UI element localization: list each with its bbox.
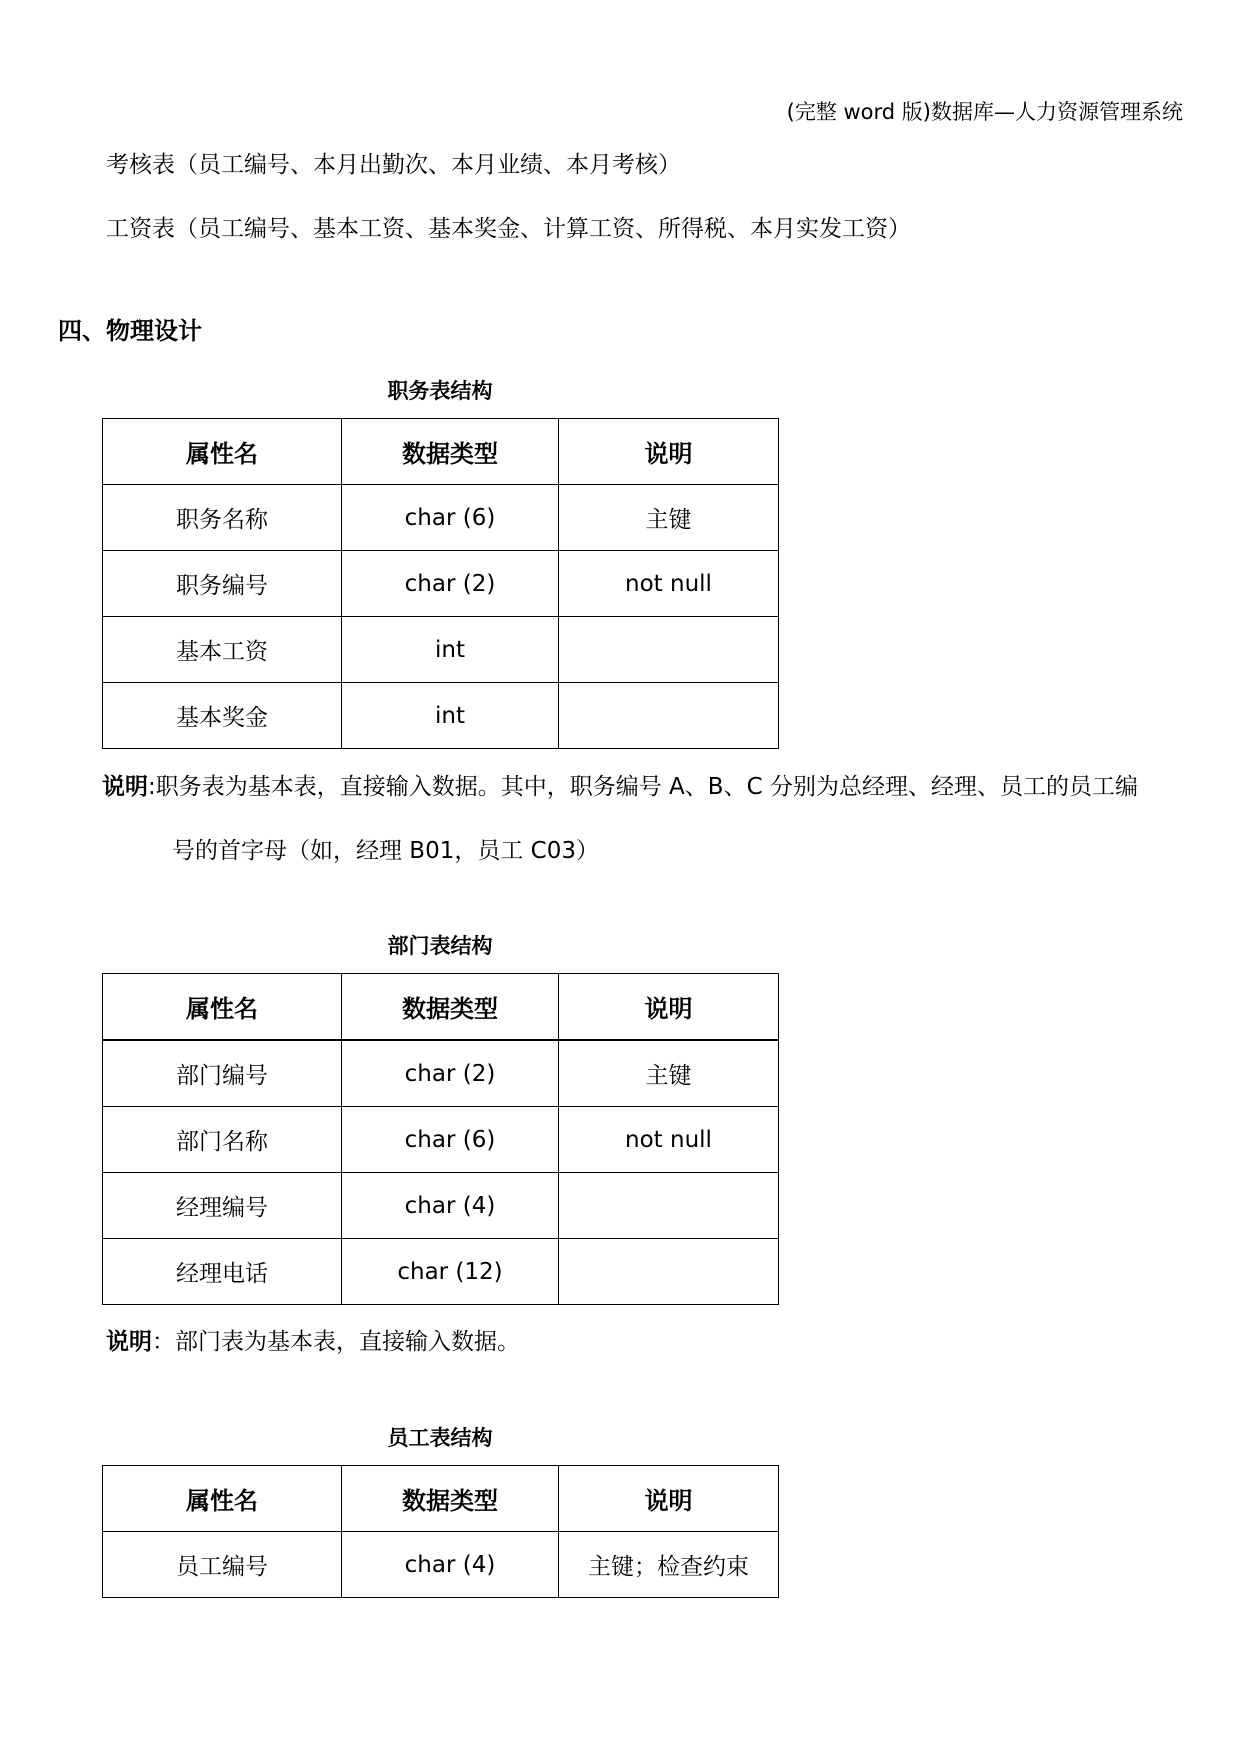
header-attribute-name: 属性名	[103, 974, 342, 1041]
cell-type: char (12)	[342, 1239, 559, 1305]
table-row	[103, 1532, 779, 1598]
table-row	[103, 485, 779, 551]
cell-attribute: 基本奖金	[103, 683, 342, 749]
header-description: 说明	[559, 1466, 779, 1532]
table-title-department: 部门表结构	[387, 934, 493, 958]
cell-type: char (4)	[342, 1532, 559, 1598]
cell-description: 主键；检查约束	[559, 1532, 779, 1598]
header-data-type: 数据类型	[342, 974, 559, 1041]
cell-description	[559, 683, 779, 749]
position-table-note	[102, 768, 1138, 801]
table-row	[103, 683, 779, 749]
note-separator: ：	[152, 1329, 175, 1355]
position-table	[102, 418, 779, 749]
table-header-row	[103, 974, 779, 1041]
page-header: (完整 word 版)数据库—人力资源管理系统	[786, 100, 1183, 124]
employee-table	[102, 1465, 779, 1598]
cell-attribute: 职务编号	[103, 551, 342, 617]
cell-type: int	[342, 617, 559, 683]
cell-description: not null	[559, 551, 779, 617]
cell-description: not null	[559, 1107, 779, 1173]
table-title-position: 职务表结构	[387, 379, 493, 403]
table-row	[103, 1173, 779, 1239]
table-title-employee: 员工表结构	[387, 1426, 493, 1450]
header-attribute-name: 属性名	[103, 1466, 342, 1532]
cell-attribute: 经理编号	[103, 1173, 342, 1239]
position-table-note-continued: 号的首字母（如，经理 B01，员工 C03）	[172, 838, 599, 864]
cell-attribute: 经理电话	[103, 1239, 342, 1305]
cell-description	[559, 1173, 779, 1239]
cell-type: char (4)	[342, 1173, 559, 1239]
cell-description	[559, 1239, 779, 1305]
intro-line-salary-table: 工资表（员工编号、基本工资、基本奖金、计算工资、所得税、本月实发工资）	[106, 216, 911, 242]
cell-type: char (6)	[342, 1107, 559, 1173]
cell-description	[559, 617, 779, 683]
intro-line-assessment-table: 考核表（员工编号、本月出勤次、本月业绩、本月考核）	[106, 152, 681, 178]
cell-type: char (2)	[342, 1040, 559, 1107]
cell-attribute: 部门编号	[103, 1040, 342, 1107]
header-description: 说明	[559, 974, 779, 1041]
header-description: 说明	[559, 419, 779, 485]
note-label: 说明	[106, 1329, 152, 1355]
note-text: 职务表为基本表，直接输入数据。其中，职务编号 A、B、C 分别为总经理、经理、员工的员工编	[155, 774, 1138, 800]
table-row	[103, 617, 779, 683]
cell-attribute: 职务名称	[103, 485, 342, 551]
cell-type: int	[342, 683, 559, 749]
table-row	[103, 1107, 779, 1173]
cell-attribute: 部门名称	[103, 1107, 342, 1173]
table-row	[103, 551, 779, 617]
header-data-type: 数据类型	[342, 419, 559, 485]
header-data-type: 数据类型	[342, 1466, 559, 1532]
table-header-row	[103, 1466, 779, 1532]
cell-description: 主键	[559, 1040, 779, 1107]
table-header-row	[103, 419, 779, 485]
department-table	[102, 973, 779, 1305]
header-attribute-name: 属性名	[103, 419, 342, 485]
cell-attribute: 员工编号	[103, 1532, 342, 1598]
cell-attribute: 基本工资	[103, 617, 342, 683]
cell-type: char (6)	[342, 485, 559, 551]
cell-description: 主键	[559, 485, 779, 551]
cell-type: char (2)	[342, 551, 559, 617]
table-row	[103, 1239, 779, 1305]
note-label: 说明	[102, 774, 148, 800]
note-text: 部门表为基本表，直接输入数据。	[175, 1329, 520, 1355]
department-table-note	[106, 1323, 520, 1356]
note-separator: :	[148, 774, 156, 800]
table-row	[103, 1040, 779, 1107]
section-heading: 四、物理设计	[58, 317, 202, 345]
